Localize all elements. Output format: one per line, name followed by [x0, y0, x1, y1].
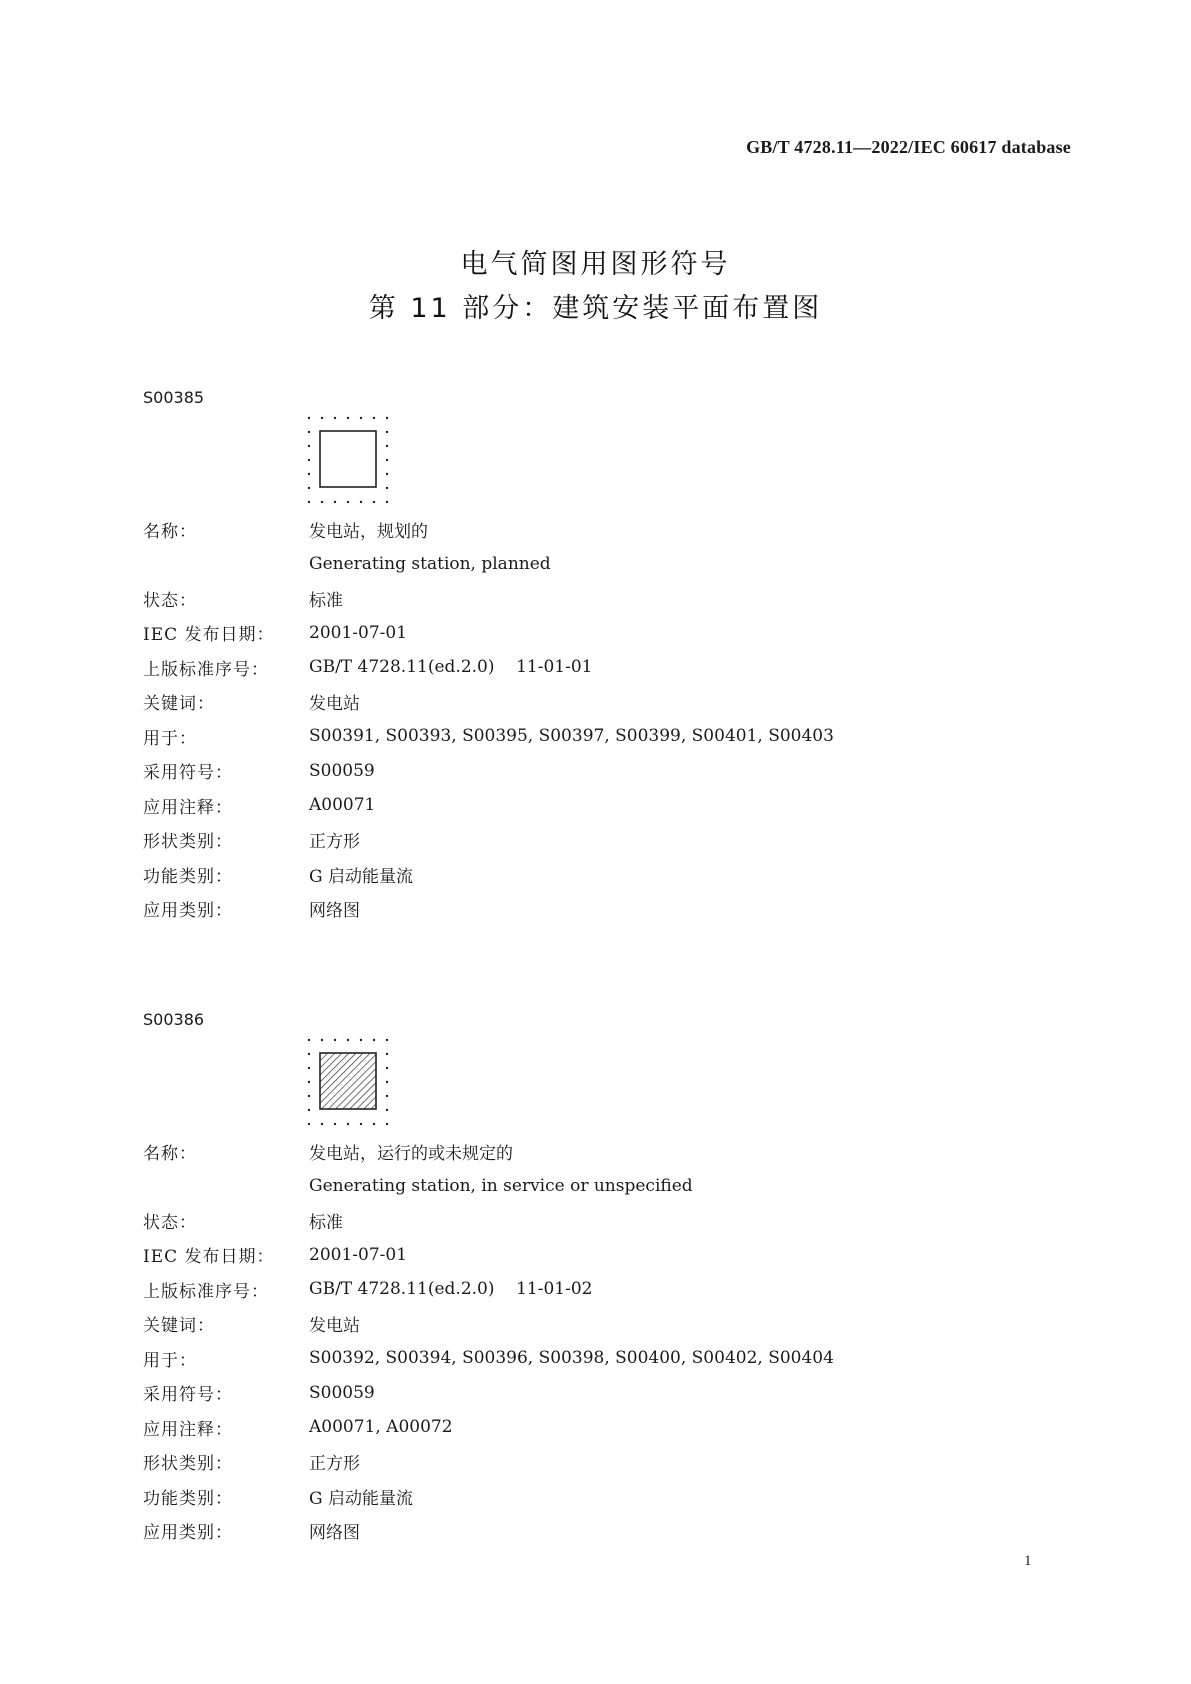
field-label: 功能类别： [143, 1488, 233, 1509]
field-shape-class [143, 1445, 1043, 1480]
generating-station-planned-symbol [307, 416, 407, 506]
field-label: IEC 发布日期： [143, 625, 275, 646]
field-label: 名称： [143, 1143, 197, 1164]
field-label: 采用符号： [143, 763, 233, 784]
field-value: G 启动能量流 [309, 1488, 413, 1509]
field-label: 功能类别： [143, 866, 233, 887]
field-label: 状态： [143, 1212, 197, 1233]
field-label: 应用注释： [143, 797, 233, 818]
field-used-in [143, 719, 1043, 754]
field-label: 关键词： [143, 1316, 215, 1337]
field-name-en [143, 547, 1043, 582]
field-prev-std [143, 1272, 1043, 1307]
field-value: 2001-07-01 [309, 1244, 408, 1265]
field-value: S00059 [309, 760, 375, 781]
field-value: S00391, S00393, S00395, S00397, S00399, S00401, S00403 [309, 726, 834, 747]
symbol-entry [143, 1010, 1043, 1548]
field-keywords [143, 1307, 1043, 1342]
field-label: 用于： [143, 1350, 197, 1371]
page-number: 1 [1024, 1553, 1032, 1569]
field-prev-std [143, 650, 1043, 685]
field-value: 网络图 [309, 1523, 360, 1544]
field-label: IEC 发布日期： [143, 1247, 275, 1268]
field-shape-class [143, 823, 1043, 858]
field-label: 状态： [143, 590, 197, 611]
field-label: 名称： [143, 521, 197, 542]
field-value: GB/T 4728.11(ed.2.0) 11-01-02 [309, 1279, 593, 1300]
field-value: 正方形 [309, 1454, 360, 1475]
field-value: 网络图 [309, 901, 360, 922]
field-label: 上版标准序号： [143, 1281, 269, 1302]
field-value: 2001-07-01 [309, 622, 408, 643]
field-label: 应用注释： [143, 1419, 233, 1440]
field-value: S00059 [309, 1382, 375, 1403]
document-header-code: GB/T 4728.11—2022/IEC 60617 database [746, 137, 1071, 157]
field-app-class [143, 1514, 1043, 1549]
field-label: 形状类别： [143, 1454, 233, 1475]
symbol-entry [143, 388, 1043, 926]
field-value: 发电站 [309, 1316, 360, 1337]
field-value: A00071, A00072 [309, 1417, 453, 1438]
field-label: 上版标准序号： [143, 659, 269, 680]
field-app-note [143, 1410, 1043, 1445]
field-value: 发电站 [309, 694, 360, 715]
field-label: 用于： [143, 728, 197, 749]
document-title [0, 243, 1191, 331]
field-name [143, 512, 1043, 547]
field-value: 标准 [309, 590, 343, 611]
field-name [143, 1134, 1043, 1169]
field-label: 关键词： [143, 694, 215, 715]
field-status [143, 581, 1043, 616]
field-value: Generating station, in service or unspecified [309, 1175, 693, 1196]
field-value: 发电站，运行的或未规定的 [309, 1143, 513, 1164]
field-used-in [143, 1341, 1043, 1376]
field-value: S00392, S00394, S00396, S00398, S00400, S00402, S00404 [309, 1348, 834, 1369]
square-symbol [320, 431, 376, 487]
field-value: G 启动能量流 [309, 866, 413, 887]
title-line-1: 电气简图用图形符号 [460, 249, 731, 280]
field-label: 应用类别： [143, 901, 233, 922]
field-label: 采用符号： [143, 1385, 233, 1406]
field-name-en [143, 1169, 1043, 1204]
field-status [143, 1203, 1043, 1238]
field-function-class [143, 1479, 1043, 1514]
hatched-square-symbol [320, 1053, 376, 1109]
field-value: Generating station, planned [309, 553, 551, 574]
field-keywords [143, 685, 1043, 720]
field-function-class [143, 857, 1043, 892]
field-iec-date [143, 616, 1043, 651]
field-app-note [143, 788, 1043, 823]
field-value: 标准 [309, 1212, 343, 1233]
field-label: 形状类别： [143, 832, 233, 853]
symbol-id: S00385 [143, 388, 205, 407]
field-value: A00071 [309, 795, 376, 816]
field-app-class [143, 892, 1043, 927]
field-adopted-symbol [143, 754, 1043, 789]
symbol-id: S00386 [143, 1010, 205, 1029]
field-iec-date [143, 1238, 1043, 1273]
title-line-2: 第 11 部分：建筑安装平面布置图 [368, 293, 823, 324]
field-adopted-symbol [143, 1376, 1043, 1411]
field-label: 应用类别： [143, 1523, 233, 1544]
generating-station-in-service-symbol [307, 1038, 407, 1128]
field-value: GB/T 4728.11(ed.2.0) 11-01-01 [309, 657, 593, 678]
field-value: 发电站，规划的 [309, 521, 428, 542]
field-value: 正方形 [309, 832, 360, 853]
